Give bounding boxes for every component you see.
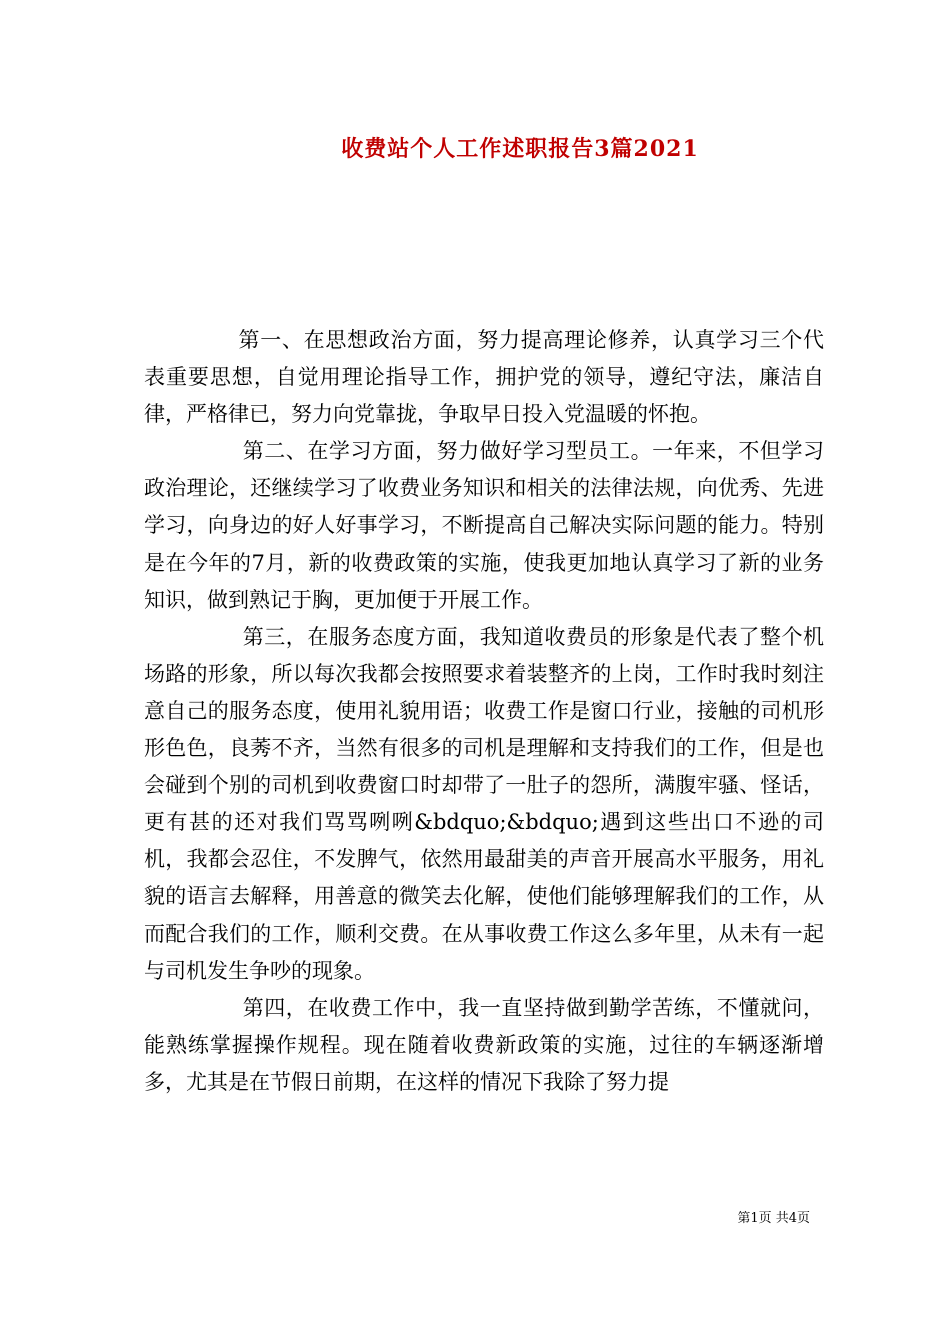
document-title: 收费站个人工作述职报告3篇2021 — [341, 136, 699, 162]
paragraph-2: 第二、在学习方面，努力做好学习型员工。一年来，不但学习政治理论，还继续学习了收费业务知识和相关的法律法规，向优秀、先进学习，向身边的好人好事学习，不断提高自己解决实际问题的能力。特别是在今年的7月，新的收费政策的实施，使我更加地认真学习了新的业务知识，做到熟记于胸，更加便于开展工作。 — [144, 439, 824, 612]
page-number-footer: 第1页 共4页 — [737, 1211, 810, 1226]
paragraph-4: 第四，在收费工作中，我一直坚持做到勤学苦练，不懂就问，能熟练掌握操作规程。现在随着收费新政策的实施，过往的车辆逐渐增多，尤其是在节假日前期，在这样的情况下我除了努力提 — [144, 995, 824, 1094]
paragraph-3: 第三，在服务态度方面，我知道收费员的形象是代表了整个机场路的形象，所以每次我都会按照要求着装整齐的上岗，工作时我时刻注意自己的服务态度，使用礼貌用语；收费工作是窗口行业，接触的司机形形色色，良莠不齐，当然有很多的司机是理解和支持我们的工作，但是也会碰到个别的司机到收费窗口时却带了一肚子的怨所，满腹牢骚、怪话，更有甚的还对我们骂骂咧咧&bdquo;&bdquo;遇到这些出口不逊的司机，我都会忍住，不发脾气，依然用最甜美的声音开展高水平服务，用礼貌的语言去解释，用善意的微笑去化解，使他们能够理解我们的工作，从而配合我们的工作，顺利交费。在从事收费工作这么多年里，从未有一起与司机发生争吵的现象。 — [144, 624, 824, 983]
paragraph-1: 第一、在思想政治方面，努力提高理论修养，认真学习三个代表重要思想，自觉用理论指导工作，拥护党的领导，遵纪守法，廉洁自律，严格律已，努力向党靠拢，争取早日投入党温暖的怀抱。 — [144, 328, 824, 427]
document-body — [144, 322, 824, 1101]
